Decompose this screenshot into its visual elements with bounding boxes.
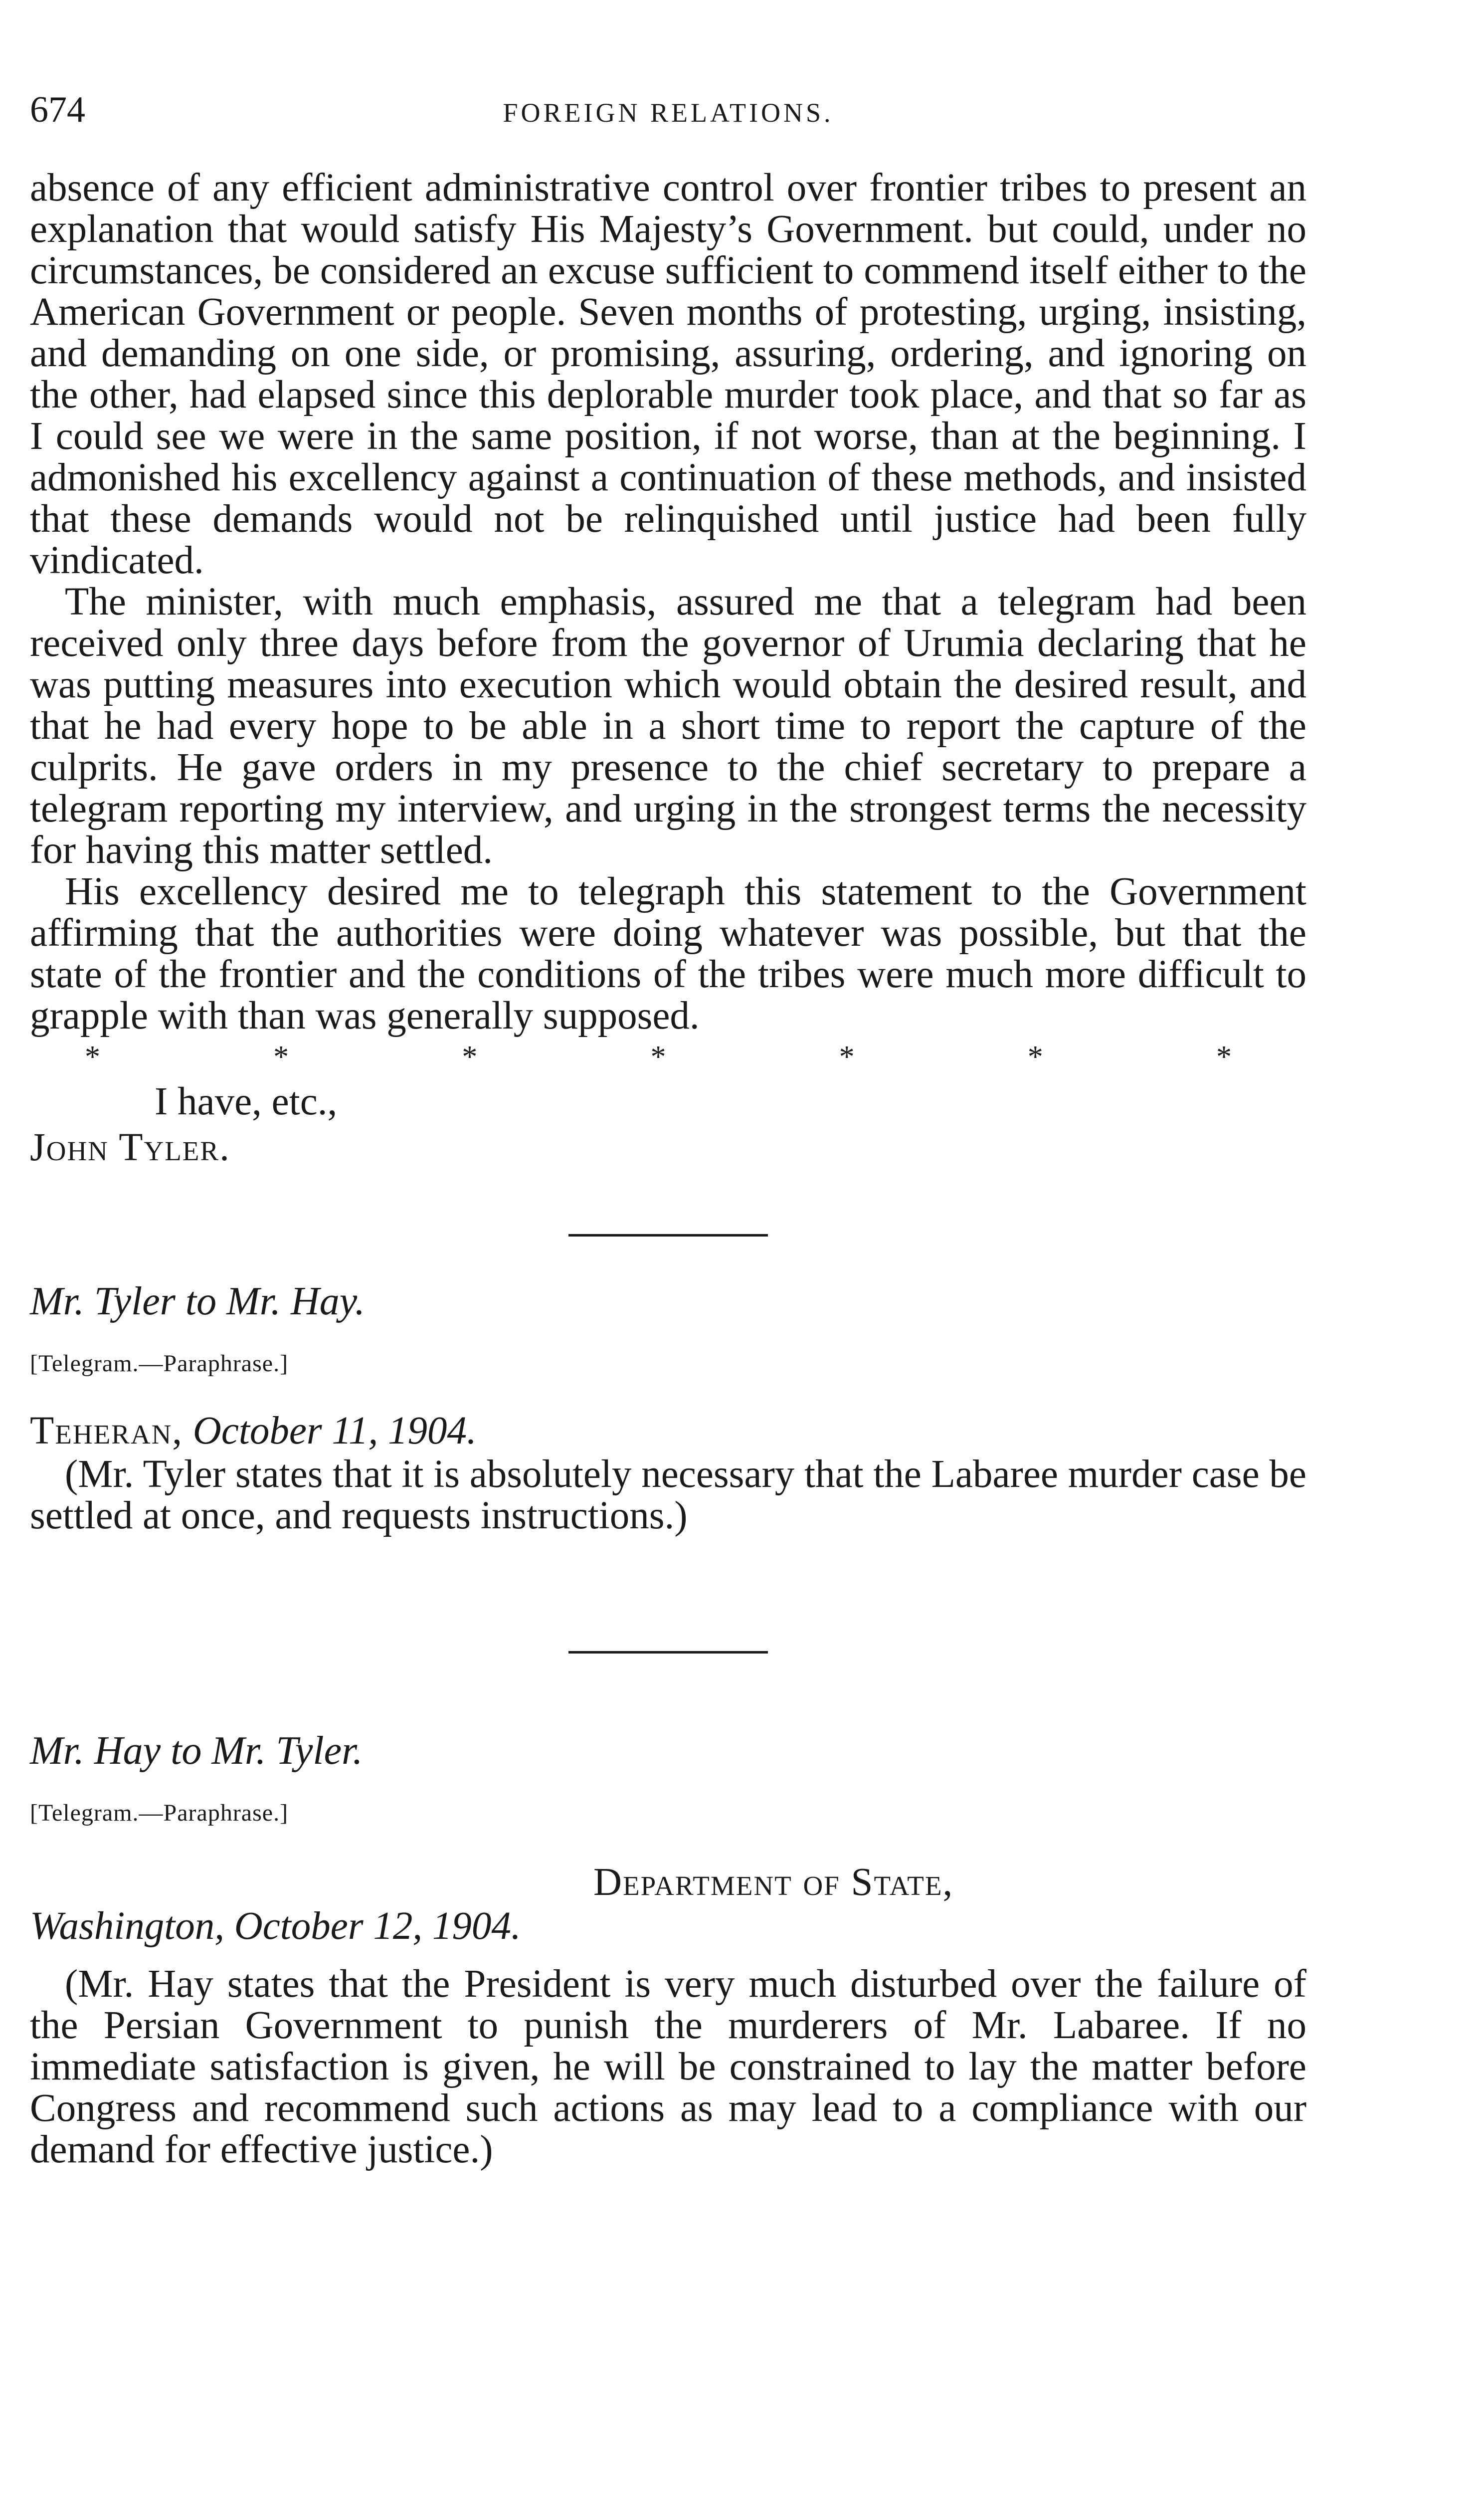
ellipsis-stars xyxy=(30,1037,1306,1078)
letter2-heading: Mr. Tyler to Mr. Hay. xyxy=(30,1279,365,1323)
letter1-closing: I have, etc., xyxy=(155,1080,338,1123)
letter2-place: Teheran, xyxy=(30,1409,184,1453)
star: * xyxy=(1216,1040,1232,1074)
star: * xyxy=(462,1040,478,1074)
page-header xyxy=(30,87,1306,132)
letter3-heading: Mr. Hay to Mr. Tyler. xyxy=(30,1729,363,1773)
letter3-subheading: [Telegram.—Paraphrase.] xyxy=(30,1800,289,1826)
letter2-subheading: [Telegram.—Paraphrase.] xyxy=(30,1350,289,1377)
star: * xyxy=(85,1040,100,1074)
letter1-paragraph-3: His excellency desired me to telegraph this statement to the Government affirming that the authorities were doing whatever was possible, but that the state of the frontier and the conditions of the tribes were much more difficult to grapple with than was generally supposed. xyxy=(30,870,1306,1038)
letter1-signature: John Tyler. xyxy=(30,1126,230,1169)
star: * xyxy=(273,1040,289,1074)
letter2-body: (Mr. Tyler states that it is absolutely necessary that the Labaree murder case be settled at once, and requests instructions.) xyxy=(30,1453,1306,1537)
letter3-office: Department of State, xyxy=(593,1861,954,1904)
running-head: FOREIGN RELATIONS. xyxy=(503,98,834,128)
star: * xyxy=(839,1040,855,1074)
star: * xyxy=(1027,1040,1043,1074)
page-body xyxy=(30,167,1306,2170)
letter3-location: Washington, October 12, 1904. xyxy=(30,1904,521,1948)
letter1-paragraph-2: The minister, with much emphasis, assured me that a telegram had been received only three days before from the governor of Urumia declaring that he was putting measures into execution which would obtain the desired result, and that he had every hope to be able in a short time to report the capture of the culprits. He gave orders in my presence to the chief secretary to prepare a telegram reporting my interview, and urging in the strongest terms the necessity for having this matter settled. xyxy=(30,580,1306,872)
letter2-date: October 11, 1904. xyxy=(192,1409,477,1453)
page-number: 674 xyxy=(30,89,85,130)
star: * xyxy=(650,1040,666,1074)
letter1-paragraph-1: absence of any efficient administrative control over frontier tribes to present an explanation that would satisfy His Majesty’s Government. but could, under no circumstances, be considered an excuse sufficient to commend itself either to the American Government or people. Seven months of protesting, urging, insisting, and demanding on one side, or promising, assuring, ordering, and ignoring on the other, had elapsed since this deplorable murder took place, and that so far as I could see we were in the same position, if not worse, than at the beginning. I admonished his excellency against a continuation of these methods, and insisted that these demands would not be relinquished until justice had been fully vindicated. xyxy=(30,166,1306,582)
letter2-dateline xyxy=(30,1409,1306,1454)
letter3-body: (Mr. Hay states that the President is very much disturbed over the failure of the Persian Government to punish the murderers of Mr. Labaree. If no immediate satisfaction is given, he will be constrained to lay the matter before Congress and recommend such actions as may lead to a compliance with our demand for effective justice.) xyxy=(30,1962,1306,2171)
